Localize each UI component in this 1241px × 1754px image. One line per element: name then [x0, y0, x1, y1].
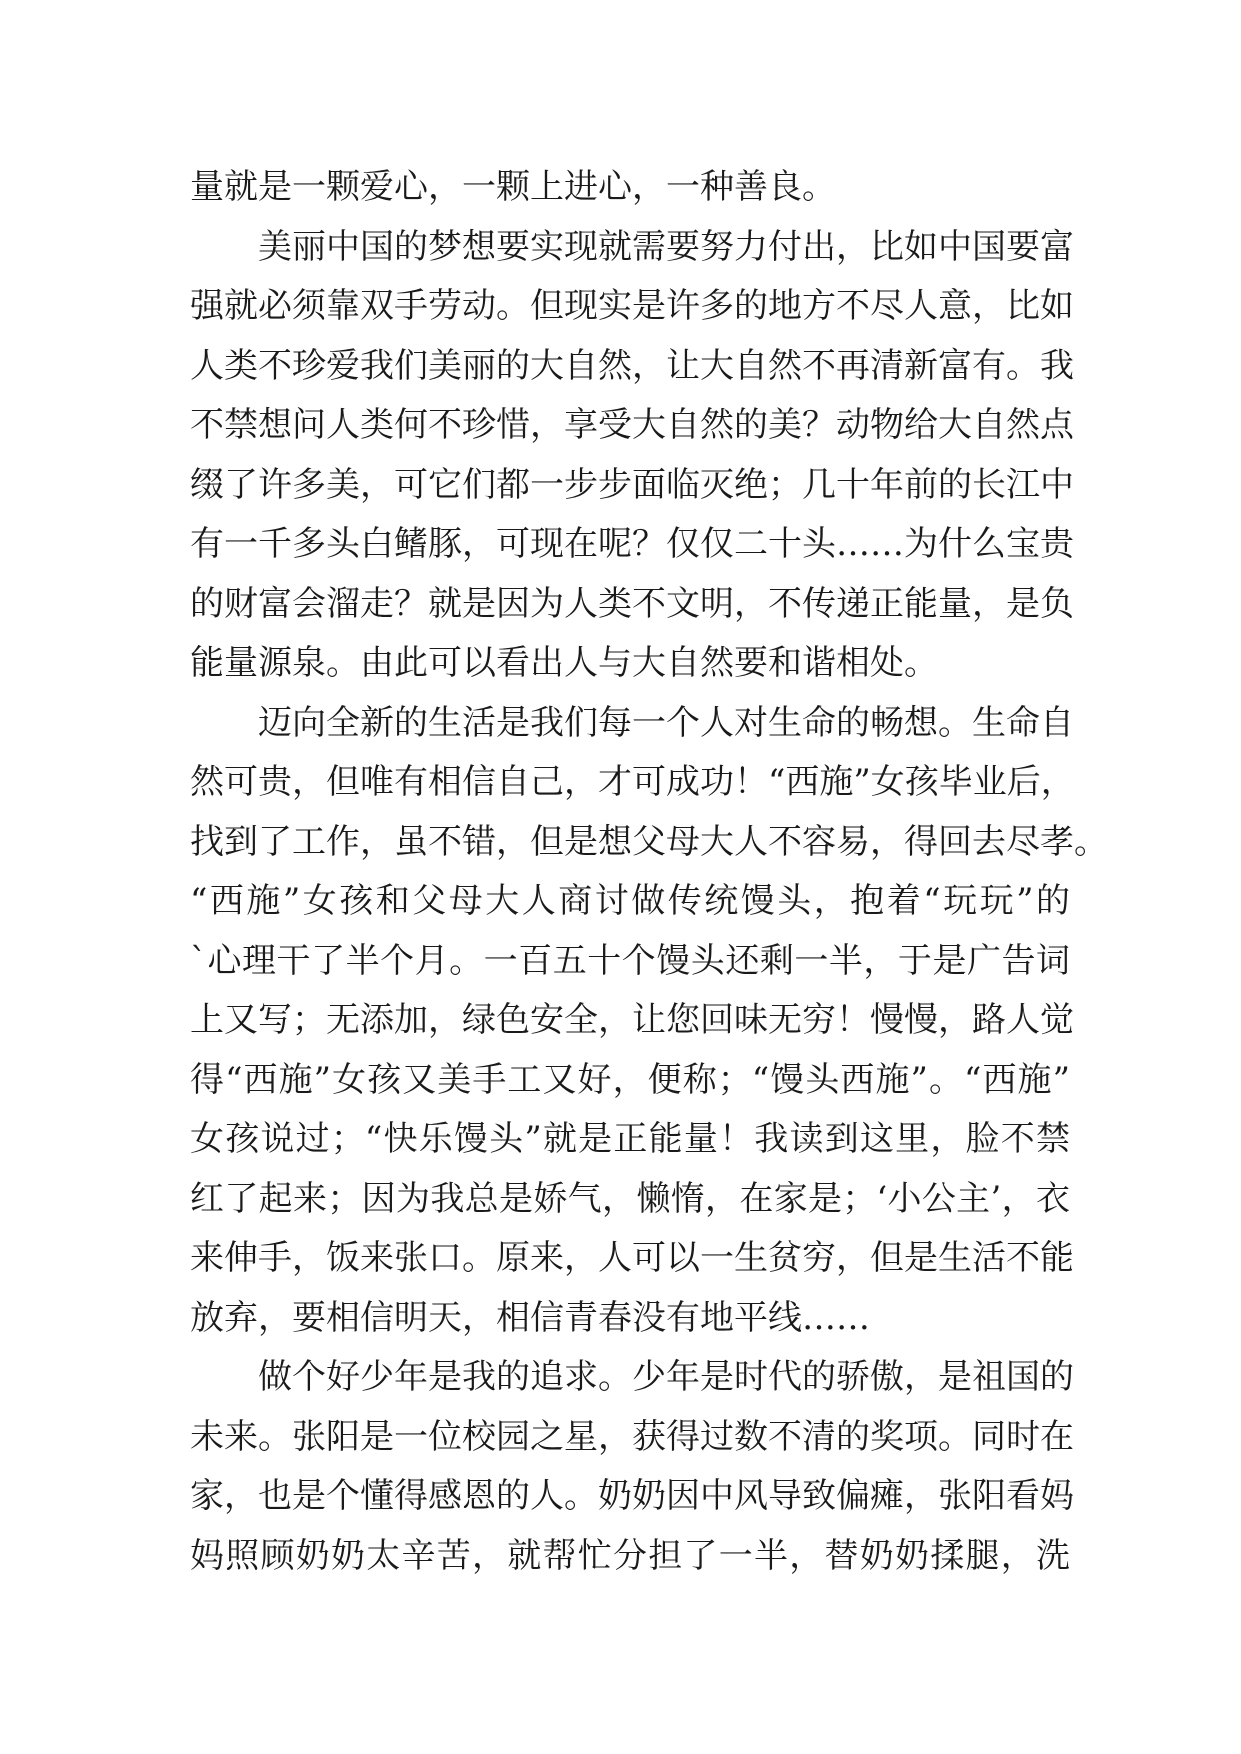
paragraph-first-line: 美丽中国的梦想要实现就需要努力付出，比如中国要富	[258, 226, 1074, 267]
text-line: 能量源泉。由此可以看出人与大自然要和谐相处。	[190, 643, 938, 683]
text-line: 不禁想问人类何不珍惜，享受大自然的美？动物给大自然点	[190, 405, 1074, 445]
body-text	[190, 158, 1108, 1586]
paragraph-first-line: 迈向全新的生活是我们每一个人对生命的畅想。生命自	[258, 702, 1074, 743]
text-line: 来伸手，饭来张口。原来，人可以一生贫穷，但是生活不能	[190, 1238, 1074, 1278]
text-line: 未来。张阳是一位校园之星，获得过数不清的奖项。同时在	[190, 1416, 1074, 1457]
text-line: 上又写；无添加，绿色安全，让您回味无穷！慢慢，路人觉	[190, 1000, 1074, 1040]
text-line: 女孩说过；“快乐馒头”就是正能量！我读到这里，脸不禁	[190, 1119, 1070, 1159]
text-line: 缀了许多美，可它们都一步步面临灭绝；几十年前的长江中	[190, 464, 1074, 505]
text-line: 得“西施”女孩又美手工又好，便称；“馒头西施”。“西施”	[190, 1059, 1070, 1100]
text-line: `心理干了半个月。一百五十个馒头还剩一半，于是广告词	[190, 940, 1070, 981]
text-line: 红了起来；因为我总是娇气，懒惰，在家是；‘小公主’，衣	[190, 1178, 1070, 1219]
paragraph-first-line: 做个好少年是我的追求。少年是时代的骄傲，是祖国的	[258, 1357, 1074, 1397]
text-line: “西施”女孩和父母大人商讨做传统馒头，抱着“玩玩”的	[190, 881, 1070, 921]
text-line: 然可贵，但唯有相信自己，才可成功！“西施”女孩毕业后，	[190, 762, 1075, 802]
text-line: 的财富会溜走？就是因为人类不文明，不传递正能量，是负	[190, 583, 1074, 624]
text-line: 放弃，要相信明天，相信青春没有地平线……	[190, 1297, 870, 1338]
text-line: 找到了工作，虽不错，但是想父母大人不容易，得回去尽孝。	[190, 821, 1108, 862]
text-line: 人类不珍爱我们美丽的大自然，让大自然不再清新富有。我	[190, 345, 1074, 386]
text-line: 强就必须靠双手劳动。但现实是许多的地方不尽人意，比如	[190, 286, 1074, 326]
text-line: 家，也是个懂得感恩的人。奶奶因中风导致偏瘫，张阳看妈	[190, 1476, 1074, 1516]
text-line: 量就是一颗爱心，一颗上进心，一种善良。	[190, 167, 836, 207]
text-line: 妈照顾奶奶太辛苦，就帮忙分担了一半，替奶奶揉腿，洗	[190, 1535, 1070, 1576]
text-line: 有一千多头白鳍豚，可现在呢？仅仅二十头……为什么宝贵	[190, 524, 1074, 564]
